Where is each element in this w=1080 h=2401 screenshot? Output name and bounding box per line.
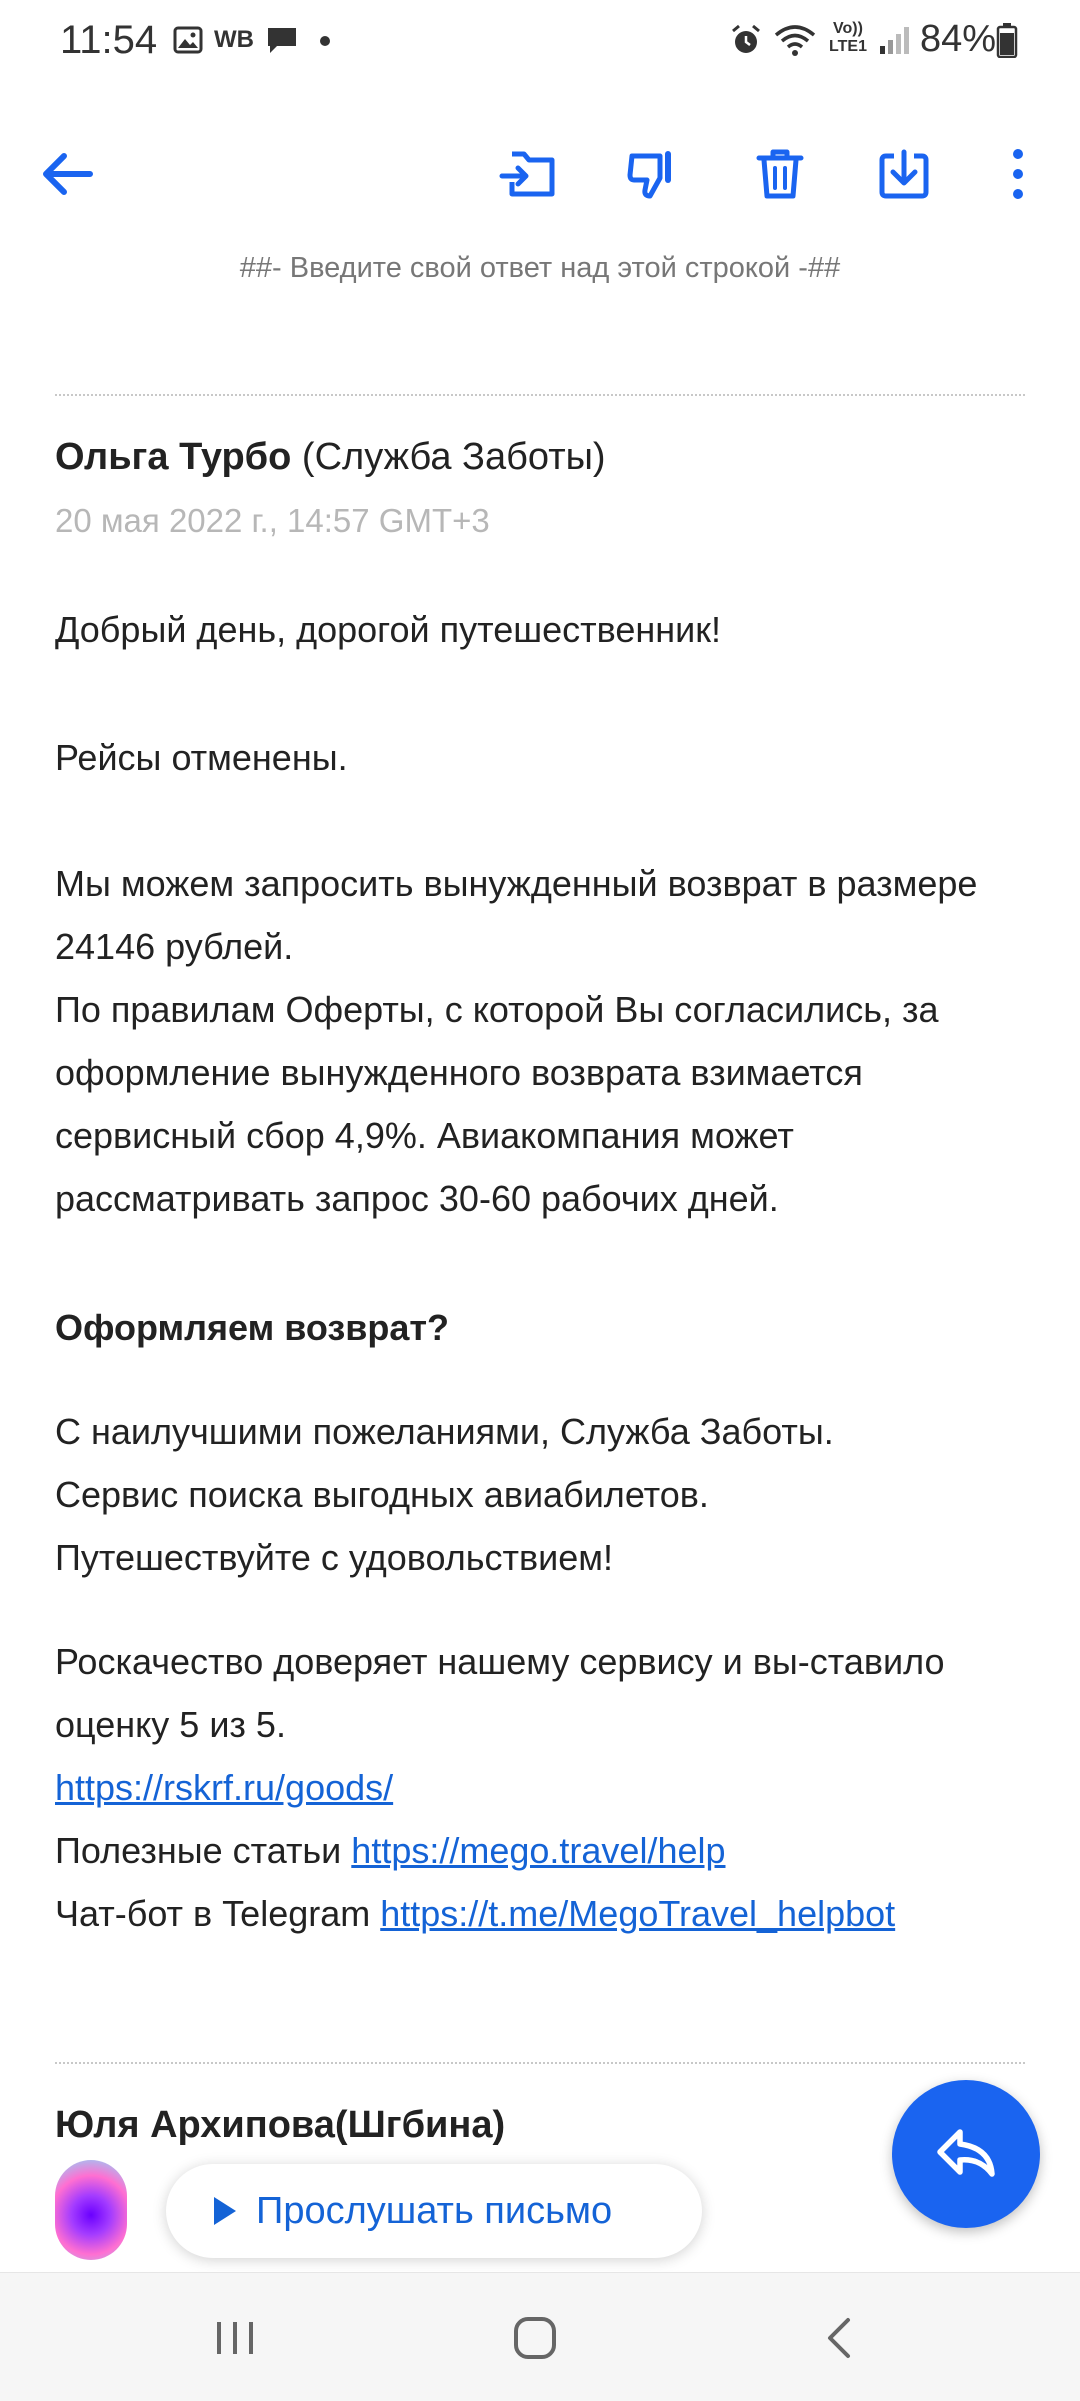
reply-marker: ##- Введите свой ответ над этой строкой -##: [239, 252, 841, 284]
rating-link[interactable]: https://rskrf.ru/goods/: [55, 1767, 394, 1808]
image-icon: [170, 22, 206, 58]
back-icon[interactable]: [794, 2296, 884, 2380]
signature-line: С наилучшими пожеланиями, Служба Заботы.: [55, 1411, 834, 1452]
body-paragraph: Мы можем запросить вынужденный возврат в размере 24146 рублей.: [55, 863, 978, 967]
home-icon[interactable]: [490, 2296, 580, 2380]
reply-icon: [934, 2126, 998, 2182]
question: Оформляем возврат?: [55, 1307, 450, 1348]
body-paragraph: По правилам Оферты, с которой Вы согласились, за оформление вынужденного возврата взимается сервисный сбор 4,9%. Авиакомпания может рассматривать запрос 30-60 рабочих дней.: [55, 989, 939, 1219]
message-icon: [262, 22, 302, 58]
rating-text: Роскачество доверяет нашему сервису и вы-ставило оценку 5 из 5.: [55, 1641, 945, 1745]
trash-icon[interactable]: [742, 136, 818, 212]
recents-icon[interactable]: [190, 2296, 280, 2380]
bot-line: [55, 1882, 1045, 1945]
alarm-icon: [726, 22, 766, 58]
download-icon[interactable]: [866, 136, 942, 212]
divider: [55, 2062, 1025, 2064]
listen-label: Прослушать письмо: [256, 2189, 613, 2232]
bot-label: Чат-бот в Telegram: [55, 1893, 381, 1934]
divider: [55, 394, 1025, 396]
battery-icon: [994, 22, 1020, 58]
back-arrow-icon[interactable]: [28, 136, 104, 212]
signal-icon: [876, 22, 912, 58]
play-icon: [214, 2197, 236, 2225]
status-time: 11:54: [60, 18, 158, 62]
wifi-icon: [772, 22, 818, 58]
articles-link[interactable]: https://mego.travel/help: [351, 1830, 726, 1871]
carrier-tag: WB: [214, 26, 254, 53]
articles-line: [55, 1819, 1045, 1882]
sender-name: Ольга Турбо: [55, 436, 292, 478]
listen-button[interactable]: [166, 2164, 702, 2258]
signature-line: Путешествуйте с удовольствием!: [55, 1537, 613, 1578]
rating-link-line: [55, 1756, 1045, 1819]
move-to-folder-icon[interactable]: [490, 136, 566, 212]
thumbs-down-icon[interactable]: [614, 136, 690, 212]
greeting: Добрый день, дорогой путешественник!: [55, 609, 721, 650]
message-date: 20 мая 2022 г., 14:57 GMT+3: [55, 502, 490, 539]
sender: [55, 436, 606, 479]
battery-percent: 84%: [920, 18, 997, 60]
articles-label: Полезные статьи: [55, 1830, 352, 1871]
notification-dot: [320, 36, 330, 46]
signature-line: Сервис поиска выгодных авиабилетов.: [55, 1474, 709, 1515]
reply-button[interactable]: [892, 2080, 1040, 2228]
body-line: Рейсы отменены.: [55, 737, 348, 778]
status-bar: [0, 0, 1080, 80]
sender-org: (Служба Заботы): [291, 436, 606, 478]
more-vertical-icon[interactable]: [988, 136, 1048, 212]
assistant-orb-icon[interactable]: [55, 2160, 127, 2260]
volte-indicator: Vo)) LTE1: [829, 20, 867, 55]
bot-link[interactable]: https://t.me/MegoTravel_helpbot: [380, 1893, 896, 1934]
next-sender[interactable]: Юля Архипова(Шгбина): [55, 2104, 506, 2146]
